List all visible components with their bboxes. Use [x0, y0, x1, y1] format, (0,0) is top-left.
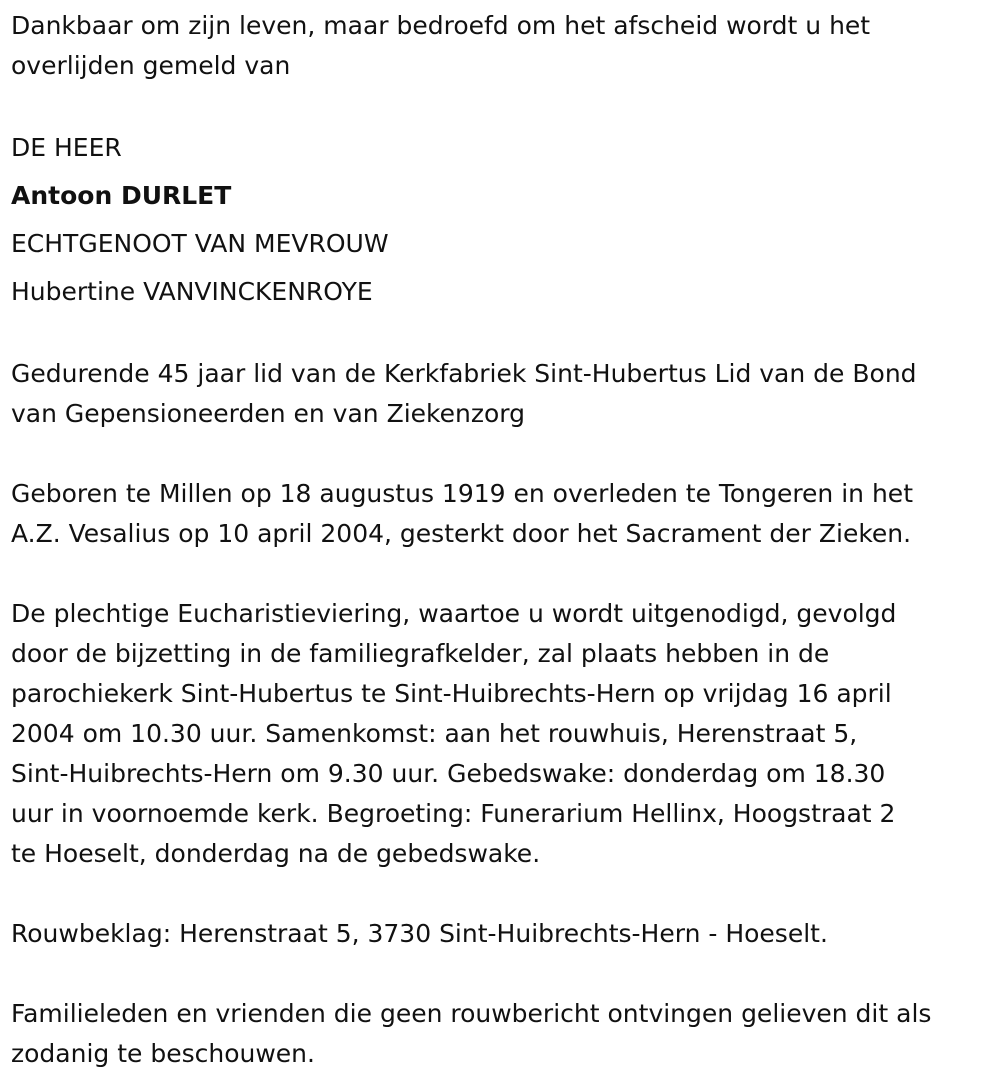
- closing-paragraph: [11, 994, 996, 1074]
- deceased-title: DE HEER: [11, 133, 122, 162]
- condolence-line: Rouwbeklag: Herenstraat 5, 3730 Sint-Huibrechts-Hern - Hoeselt.: [11, 919, 828, 948]
- spacer: [11, 954, 996, 994]
- birth-death-line-1: Geboren te Millen op 18 augustus 1919 en overleden te Tongeren in het: [11, 479, 913, 508]
- spouse-label: ECHTGENOOT VAN MEVROUW: [11, 229, 389, 258]
- deceased-block: [11, 124, 996, 316]
- birth-death-line-2: A.Z. Vesalius op 10 april 2004, gesterkt door het Sacrament der Zieken.: [11, 519, 912, 548]
- birth-death-paragraph: [11, 474, 996, 554]
- ceremony-line-2: door de bijzetting in de familiegrafkelder, zal plaats hebben in de: [11, 639, 830, 668]
- ceremony-paragraph: [11, 594, 996, 874]
- ceremony-line-3: parochiekerk Sint-Hubertus te Sint-Huibrechts-Hern op vrijdag 16 april: [11, 679, 892, 708]
- intro-line-1: Dankbaar om zijn leven, maar bedroefd om het afscheid wordt u het: [11, 11, 871, 40]
- membership-line-1: Gedurende 45 jaar lid van de Kerkfabriek Sint-Hubertus Lid van de Bond: [11, 359, 917, 388]
- spacer: [11, 314, 996, 354]
- ceremony-line-5: Sint-Huibrechts-Hern om 9.30 uur. Gebedswake: donderdag om 18.30: [11, 759, 886, 788]
- intro-line-2: overlijden gemeld van: [11, 51, 291, 80]
- ceremony-line-6: uur in voornoemde kerk. Begroeting: Funerarium Hellinx, Hoogstraat 2: [11, 799, 896, 828]
- ceremony-line-7: te Hoeselt, donderdag na de gebedswake.: [11, 839, 541, 868]
- deceased-name: Antoon DURLET: [11, 181, 232, 210]
- obituary-notice: [11, 6, 996, 1074]
- ceremony-line-4: 2004 om 10.30 uur. Samenkomst: aan het rouwhuis, Herenstraat 5,: [11, 719, 858, 748]
- spouse-name: Hubertine VANVINCKENROYE: [11, 277, 373, 306]
- spacer: [11, 86, 996, 126]
- spacer: [11, 874, 996, 914]
- ceremony-line-1: De plechtige Eucharistieviering, waartoe u wordt uitgenodigd, gevolgd: [11, 599, 897, 628]
- spacer: [11, 554, 996, 594]
- intro-paragraph: [11, 6, 996, 86]
- closing-line-2: zodanig te beschouwen.: [11, 1039, 315, 1068]
- condolence-paragraph: [11, 914, 996, 954]
- spacer: [11, 434, 996, 474]
- membership-paragraph: [11, 354, 996, 434]
- membership-line-2: van Gepensioneerden en van Ziekenzorg: [11, 399, 525, 428]
- closing-line-1: Familieleden en vrienden die geen rouwbericht ontvingen gelieven dit als: [11, 999, 932, 1028]
